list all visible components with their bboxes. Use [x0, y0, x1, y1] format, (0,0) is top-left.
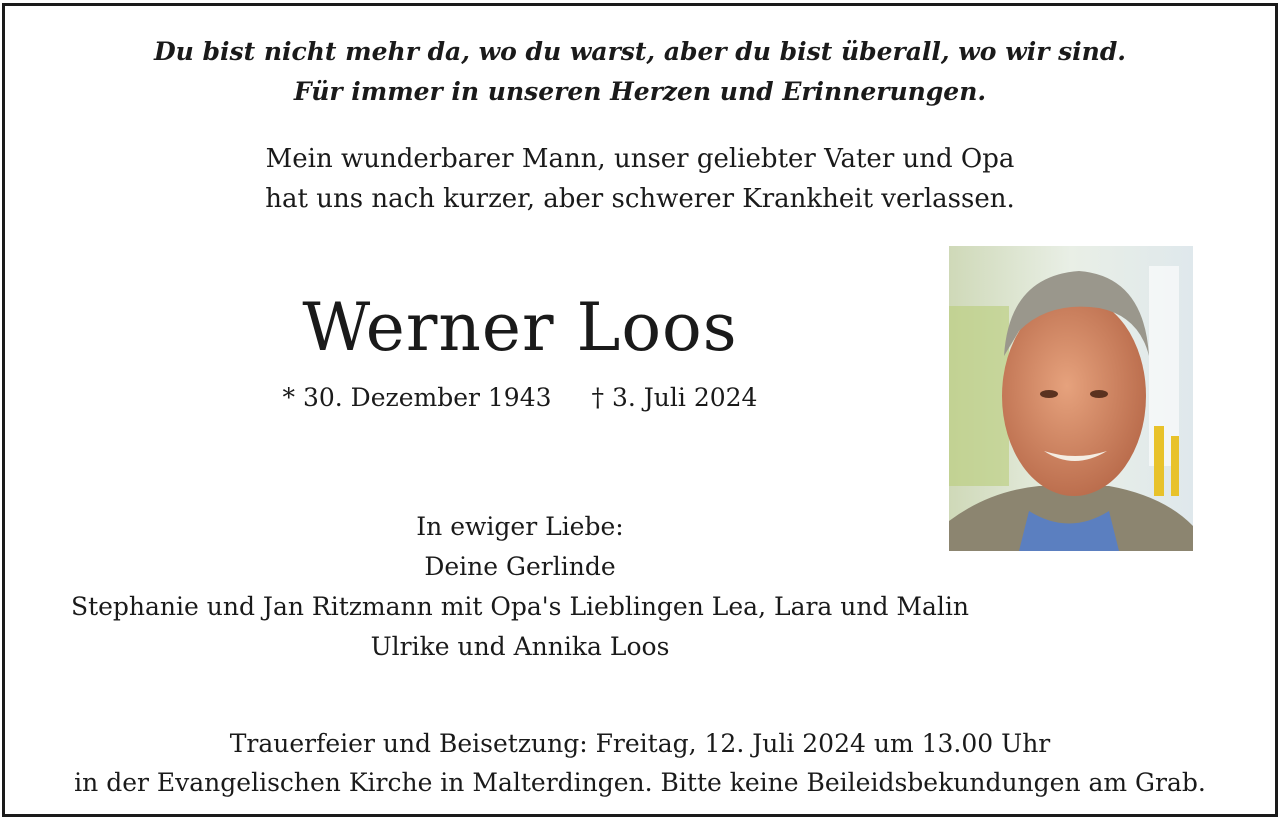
service-line-2: in der Evangelischen Kirche in Malterdingen. Bitte keine Beileidsbekundungen am Grab.: [74, 768, 1206, 797]
birth-date: * 30. Dezember 1943: [282, 383, 552, 412]
life-dates: [5, 378, 1035, 418]
motto-quote: [5, 32, 1275, 112]
motto-line-1: Du bist nicht mehr da, wo du warst, aber du bist überall, wo wir sind.: [153, 37, 1127, 66]
portrait-photo: [949, 246, 1193, 551]
mourner-line: Ulrike und Annika Loos: [370, 632, 670, 661]
deceased-name: Werner Loos: [302, 289, 738, 366]
service-info: [5, 724, 1275, 802]
mourner-line: Stephanie und Jan Ritzmann mit Opa's Lieblingen Lea, Lara und Malin: [70, 592, 970, 621]
mourners-heading: In ewiger Liebe:: [416, 512, 624, 541]
intro-line-1: Mein wunderbarer Mann, unser geliebter Vater und Opa: [265, 144, 1015, 174]
mourner-line: Deine Gerlinde: [424, 552, 616, 581]
obituary-card: [2, 3, 1278, 817]
mourners-block: [5, 507, 1035, 667]
death-date: † 3. Juli 2024: [591, 383, 758, 412]
motto-line-2: Für immer in unseren Herzen und Erinnerungen.: [293, 77, 987, 106]
intro-text: [5, 139, 1275, 219]
service-line-1: Trauerfeier und Beisetzung: Freitag, 12. Juli 2024 um 13.00 Uhr: [229, 729, 1051, 758]
intro-line-2: hat uns nach kurzer, aber schwerer Krankheit verlassen.: [265, 184, 1015, 214]
